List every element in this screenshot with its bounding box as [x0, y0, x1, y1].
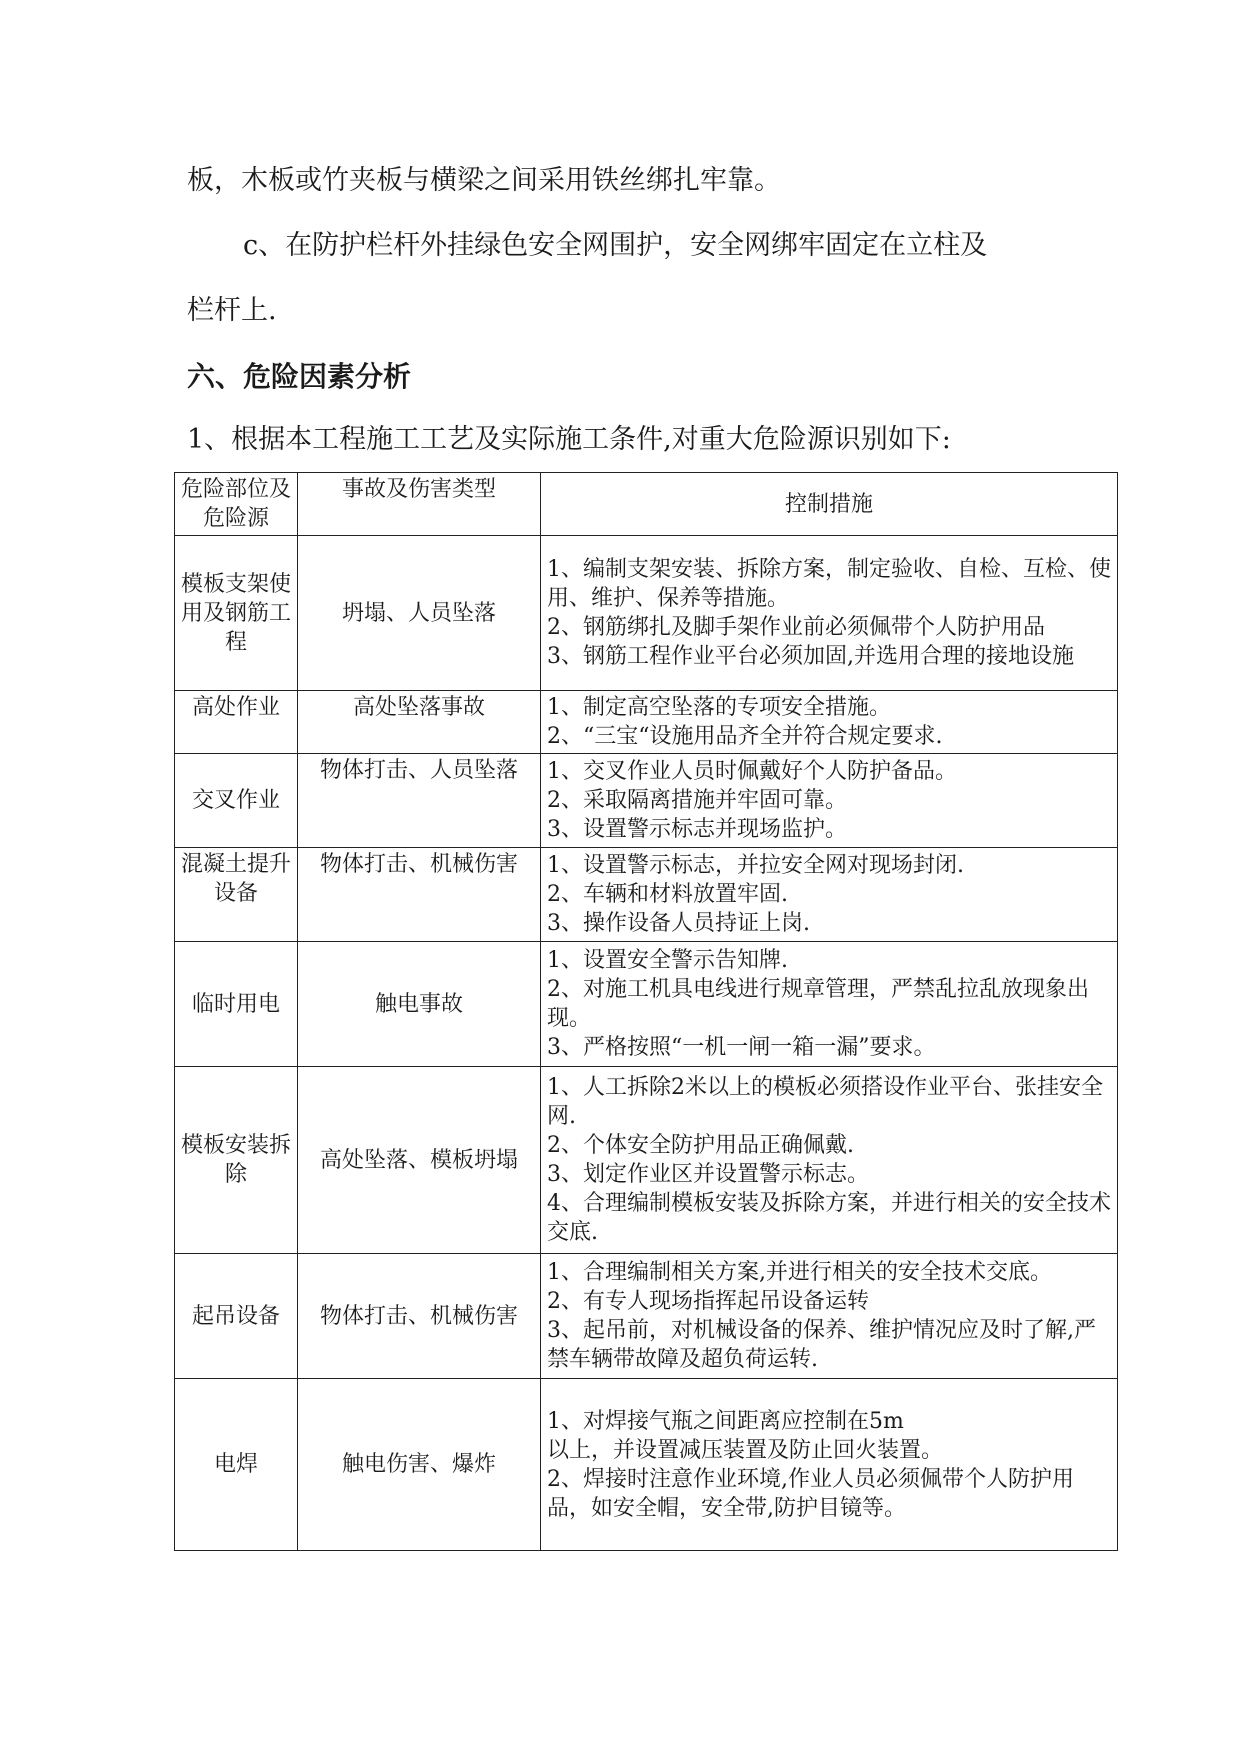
table-row — [175, 848, 1118, 942]
measure-item: 2、采取隔离措施并牢固可靠。 — [547, 788, 847, 813]
row-hazard: 触电事故 — [298, 942, 541, 1067]
intro-line-1: 板，木板或竹夹板与横梁之间采用铁丝绑扎牢靠。 — [187, 165, 781, 196]
header-source: 危险部位及危险源 — [175, 473, 298, 536]
measure-item: 1、合理编制相关方案,并进行相关的安全技术交底。 — [547, 1260, 1052, 1285]
row-hazard: 物体打击、机械伤害 — [298, 848, 541, 942]
measure-item: 1、人工拆除2米以上的模板必须搭设作业平台、张挂安全网. — [547, 1075, 1103, 1129]
row-measures — [541, 1379, 1118, 1551]
row-source: 临时用电 — [175, 942, 298, 1067]
table-row — [175, 754, 1118, 848]
row-hazard: 触电伤害、爆炸 — [298, 1379, 541, 1551]
measure-item: 1、设置警示标志，并拉安全网对现场封闭. — [547, 853, 964, 878]
header-measures: 控制措施 — [541, 473, 1118, 536]
row-measures — [541, 848, 1118, 942]
row-hazard: 高处坠落、模板坍塌 — [298, 1067, 541, 1254]
risk-table — [174, 472, 1118, 1551]
row-source: 模板安装拆除 — [175, 1067, 298, 1254]
subheading: 1、根据本工程施工工艺及实际施工条件,对重大危险源识别如下: — [187, 424, 951, 455]
row-source: 混凝土提升设备 — [175, 848, 298, 942]
row-measures — [541, 754, 1118, 848]
row-source: 高处作业 — [175, 691, 298, 754]
row-source: 起吊设备 — [175, 1254, 298, 1379]
measure-item: 1、设置安全警示告知牌. — [547, 948, 788, 973]
measure-item: 1、编制支架安装、拆除方案，制定验收、自检、互检、使用、维护、保养等措施。 — [547, 557, 1111, 611]
measure-item: 3、设置警示标志并现场监护。 — [547, 817, 847, 842]
intro-line-3: 栏杆上. — [187, 295, 277, 326]
measure-item: 2、有专人现场指挥起吊设备运转 — [547, 1289, 869, 1314]
measure-item: 1、制定高空坠落的专项安全措施。 — [547, 695, 891, 720]
measure-item: 3、划定作业区并设置警示标志。 — [547, 1162, 869, 1187]
row-source: 模板支架使用及钢筋工程 — [175, 536, 298, 691]
measure-item: 2、对施工机具电线进行规章管理，严禁乱拉乱放现象出现。 — [547, 977, 1089, 1031]
section-heading: 六、危险因素分析 — [187, 360, 412, 393]
row-hazard: 物体打击、人员坠落 — [298, 754, 541, 848]
intro-line-2: c、在防护栏杆外挂绿色安全网围护，安全网绑牢固定在立柱及 — [243, 230, 988, 261]
table-header-row — [175, 473, 1118, 536]
measure-item: 3、操作设备人员持证上岗. — [547, 911, 810, 936]
measure-item: 2、焊接时注意作业环境,作业人员必须佩带个人防护用品，如安全帽，安全带,防护目镜等。 — [547, 1466, 1074, 1521]
row-hazard: 物体打击、机械伤害 — [298, 1254, 541, 1379]
measure-item: 3、起吊前，对机械设备的保养、维护情况应及时了解,严禁车辆带故障及超负荷运转. — [547, 1318, 1096, 1372]
row-measures — [541, 691, 1118, 754]
header-hazard: 事故及伤害类型 — [298, 473, 541, 536]
table-row — [175, 691, 1118, 754]
table-row — [175, 1067, 1118, 1254]
measure-item: 2、“三宝“设施用品齐全并符合规定要求. — [547, 724, 943, 749]
row-hazard: 高处坠落事故 — [298, 691, 541, 754]
table-row — [175, 536, 1118, 691]
row-measures — [541, 942, 1118, 1067]
measure-item: 4、合理编制模板安装及拆除方案，并进行相关的安全技术交底. — [547, 1191, 1111, 1245]
row-measures — [541, 1067, 1118, 1254]
measure-item: 3、严格按照“一机一闸一箱一漏”要求。 — [547, 1035, 936, 1060]
row-source: 电焊 — [175, 1379, 298, 1551]
measure-item: 1、对焊接气瓶之间距离应控制在5m — [547, 1408, 904, 1434]
table-row — [175, 942, 1118, 1067]
table-row — [175, 1379, 1118, 1551]
table-row — [175, 1254, 1118, 1379]
measure-item: 2、个体安全防护用品正确佩戴. — [547, 1133, 854, 1158]
measure-item: 3、钢筋工程作业平台必须加固,并选用合理的接地设施 — [547, 644, 1074, 669]
row-measures — [541, 1254, 1118, 1379]
row-hazard: 坍塌、人员坠落 — [298, 536, 541, 691]
measure-item: 2、车辆和材料放置牢固. — [547, 882, 788, 907]
measure-item: 2、钢筋绑扎及脚手架作业前必须佩带个人防护用品 — [547, 615, 1045, 640]
row-measures — [541, 536, 1118, 691]
row-source: 交叉作业 — [175, 754, 298, 848]
measure-item: 1、交叉作业人员时佩戴好个人防护备品。 — [547, 759, 957, 784]
measure-item: 以上，并设置减压装置及防止回火装置。 — [547, 1437, 944, 1463]
